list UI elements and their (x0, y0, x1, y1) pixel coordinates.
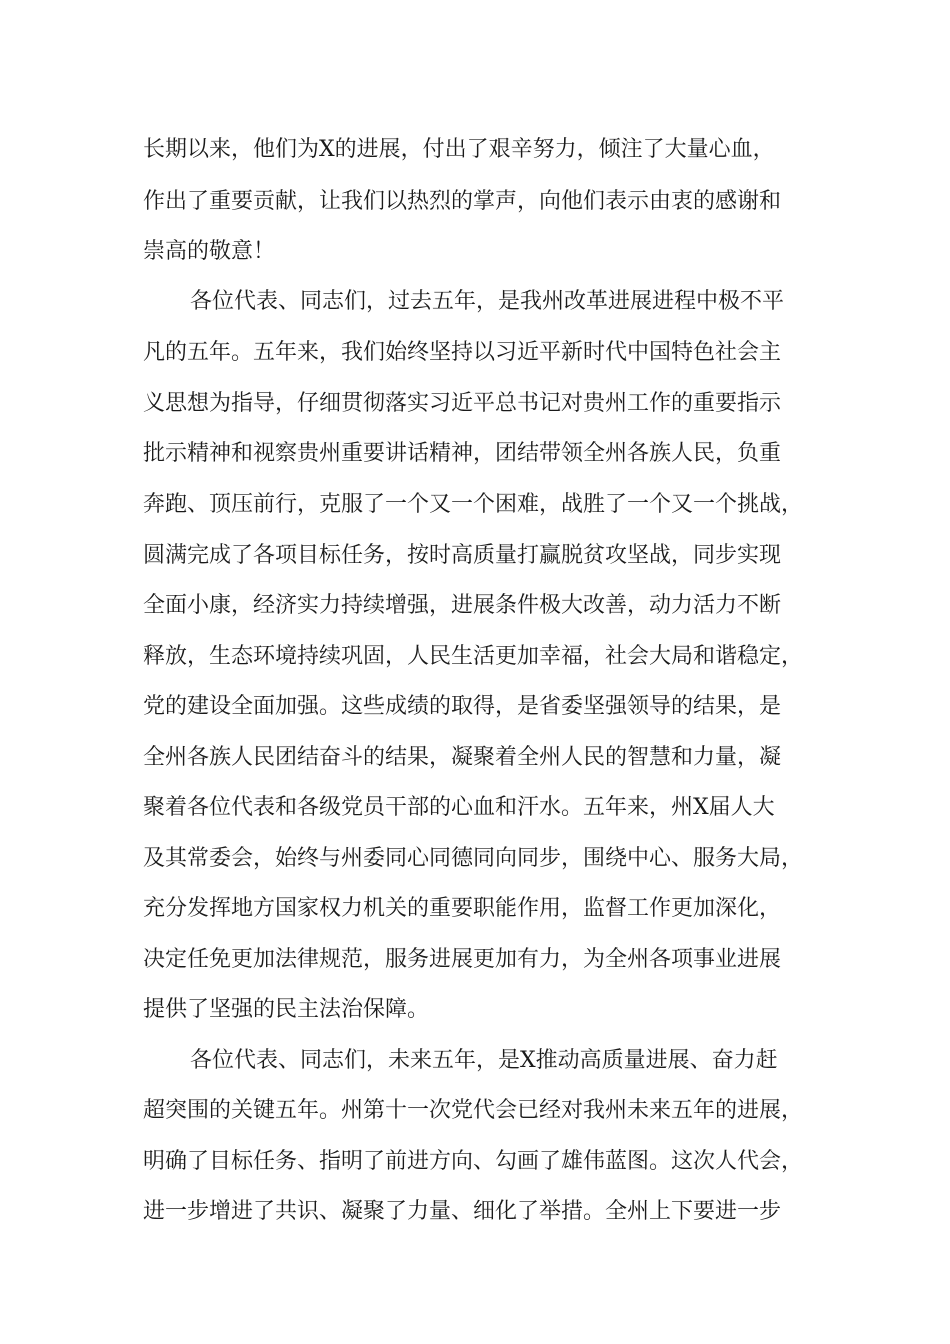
paragraph-first-line: 各位代表、同志们，未来五年，是X推动高质量进展、奋力赶 (190, 1048, 778, 1073)
text-line: 及其常委会，始终与州委同心同德同向同步，围绕中心、服务大局， (143, 846, 804, 871)
text-line: 充分发挥地方国家权力机关的重要职能作用，监督工作更加深化， (143, 896, 782, 921)
text-line: 义思想为指导，仔细贯彻落实习近平总书记对贵州工作的重要指示 (143, 391, 782, 416)
text-line: 凡的五年。五年来，我们始终坚持以习近平新时代中国特色社会主 (143, 340, 782, 365)
paragraph-first-line: 各位代表、同志们，过去五年，是我州改革进展进程中极不平 (190, 289, 785, 314)
text-line: 党的建设全面加强。这些成绩的取得，是省委坚强领导的结果，是 (143, 694, 782, 719)
text-line: 进一步增进了共识、凝聚了力量、细化了举措。全州上下要进一步 (143, 1199, 782, 1224)
text-line: 长期以来，他们为X的进展，付出了艰辛努力，倾注了大量心血， (143, 137, 775, 162)
text-line: 全面小康，经济实力持续增强，进展条件极大改善，动力活力不断 (143, 593, 782, 618)
text-line: 崇高的敬意！ (143, 239, 276, 264)
text-line: 批示精神和视察贵州重要讲话精神，团结带领全州各族人民，负重 (143, 441, 782, 466)
text-line: 决定任免更加法律规范，服务进展更加有力，为全州各项事业进展 (143, 947, 782, 972)
text-line: 全州各族人民团结奋斗的结果，凝聚着全州人民的智慧和力量，凝 (143, 745, 782, 770)
text-line: 超突围的关键五年。州第十一次党代会已经对我州未来五年的进展， (143, 1098, 804, 1123)
text-line: 圆满完成了各项目标任务，按时高质量打赢脱贫攻坚战，同步实现 (143, 543, 782, 568)
text-line: 明确了目标任务、指明了前进方向、勾画了雄伟蓝图。这次人代会， (143, 1149, 804, 1174)
text-line: 作出了重要贡献，让我们以热烈的掌声，向他们表示由衷的感谢和 (143, 189, 782, 214)
text-line: 奔跑、顶压前行，克服了一个又一个困难，战胜了一个又一个挑战， (143, 492, 804, 517)
text-line: 提供了坚强的民主法治保障。 (143, 997, 430, 1022)
text-line: 聚着各位代表和各级党员干部的心血和汗水。五年来，州X届人大 (143, 795, 775, 820)
text-line: 释放，生态环境持续巩固，人民生活更加幸福，社会大局和谐稳定， (143, 644, 804, 669)
